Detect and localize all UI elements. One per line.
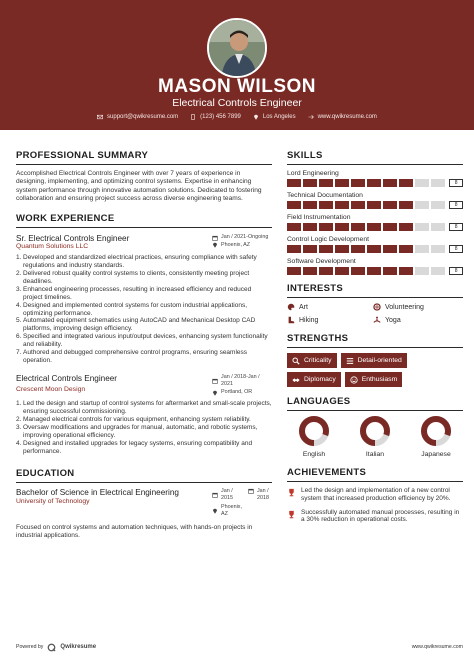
languages-list <box>287 416 463 458</box>
boot-icon <box>287 316 295 324</box>
job-dates: Jan / 2018-Jan / 2021 <box>221 373 260 388</box>
skill-segment <box>383 245 397 253</box>
language-donut <box>360 416 390 446</box>
profile-photo <box>207 18 267 78</box>
skill-segment <box>367 201 381 209</box>
strengths-heading: STRENGTHS <box>287 333 463 348</box>
skill-segment <box>383 267 397 275</box>
skill-segment <box>303 267 317 275</box>
job-title: Electrical Controls Engineer <box>16 373 118 383</box>
job-meta <box>212 374 272 397</box>
list-item: 3. Enhanced engineering processes, resulting in increased efficiency and reduced project timelines. <box>16 285 252 301</box>
location-item <box>253 114 296 120</box>
skills-list <box>287 170 463 275</box>
skill-segment <box>431 179 445 187</box>
education-entry <box>16 488 272 519</box>
language-label: English <box>302 451 326 458</box>
handshake-icon <box>292 376 300 384</box>
skill-segment <box>319 267 333 275</box>
lifebuoy-icon <box>373 303 381 311</box>
skill-level: 8 <box>449 223 463 231</box>
phone-item[interactable] <box>190 114 241 120</box>
education-description: Focused on control systems and automation techniques, with hands-on projects in industrial applications. <box>16 523 253 539</box>
education-date-from: Jan / 2015 <box>221 487 233 502</box>
website-item[interactable] <box>308 114 377 120</box>
skill-name: Technical Documentation <box>287 192 363 199</box>
job-location: Phoenix, AZ <box>221 241 251 248</box>
strength-badge: Diplomacy <box>287 372 341 387</box>
skill-name: Lord Engineering <box>287 170 339 177</box>
powered-by: Powered by Qwikresume <box>16 644 97 650</box>
email-item[interactable] <box>97 114 178 120</box>
skill-item <box>287 170 463 187</box>
skill-segment <box>287 223 301 231</box>
skill-segment <box>335 245 349 253</box>
trophy-icon <box>287 488 296 497</box>
education-location: Phoenix, AZ <box>221 503 242 518</box>
language-donut <box>299 416 329 446</box>
skill-segment <box>399 245 413 253</box>
skill-segment <box>415 223 429 231</box>
trophy-icon <box>287 510 296 519</box>
skill-segment <box>319 201 333 209</box>
summary-heading: PROFESSIONAL SUMMARY <box>16 150 272 165</box>
yoga-icon <box>373 316 381 324</box>
skill-segment <box>303 201 317 209</box>
skill-item <box>287 192 463 209</box>
calendar-icon <box>212 235 218 241</box>
company-name: Quantum Solutions LLC <box>16 243 89 251</box>
achievements-heading: ACHIEVEMENTS <box>287 467 463 482</box>
skill-bar <box>287 201 463 209</box>
language-item <box>289 416 339 458</box>
job-dates: Jan / 2021-Ongoing <box>221 234 269 241</box>
email-text: support@qwikresume.com <box>107 114 179 120</box>
skill-segment <box>399 267 413 275</box>
strength-badge: Detail-oriented <box>341 353 407 368</box>
left-column <box>16 150 272 540</box>
language-label: Italian <box>365 451 385 458</box>
interest-item: Yoga <box>373 316 459 324</box>
skill-segment <box>431 267 445 275</box>
strength-badge: Enthusiasm <box>345 372 403 387</box>
skill-level: 8 <box>449 201 463 209</box>
degree-title: Bachelor of Science in Electrical Engineering <box>16 487 179 497</box>
qwikresume-logo-icon <box>47 643 56 652</box>
resume-header <box>0 0 474 130</box>
skill-name: Software Development <box>287 258 356 265</box>
education-meta <box>212 488 272 519</box>
skill-segment <box>335 223 349 231</box>
skill-level: 8 <box>449 179 463 187</box>
right-column <box>287 150 463 530</box>
skill-segment <box>303 245 317 253</box>
skill-segment <box>399 201 413 209</box>
summary-text: Accomplished Electrical Controls Engineer with over 7 years of experience in designing, implementing, and optimizing control systems. Expertise in enhancing system performance through innovative automation solutions. Dedicated to fostering collaboration and ensuring project success across diverse engineering teams. <box>16 170 262 202</box>
skill-segment <box>335 201 349 209</box>
skill-bar <box>287 179 463 187</box>
interest-item: Hiking <box>287 316 373 324</box>
language-donut <box>421 416 451 446</box>
skill-level: 8 <box>449 267 463 275</box>
strengths-list <box>287 353 463 387</box>
skill-segment <box>415 245 429 253</box>
job-bullets <box>16 400 272 455</box>
skill-segment <box>415 201 429 209</box>
skill-segment <box>415 179 429 187</box>
language-label: Japanese <box>421 451 451 458</box>
achievement-item: Successfully automated manual processes, resulting in a 30% reduction in operational costs. <box>287 509 463 525</box>
candidate-title: Electrical Controls Engineer <box>172 97 302 109</box>
job-location: Portland, OR <box>221 388 253 395</box>
strength-badge: Criticality <box>287 353 337 368</box>
skill-segment <box>303 179 317 187</box>
skill-segment <box>351 179 365 187</box>
skill-segment <box>399 179 413 187</box>
skill-item <box>287 258 463 275</box>
skill-segment <box>431 201 445 209</box>
languages-heading: LANGUAGES <box>287 396 463 411</box>
skill-segment <box>367 245 381 253</box>
interests-heading: INTERESTS <box>287 283 463 298</box>
skill-segment <box>319 245 333 253</box>
list-item: 6. Specified and integrated various input/output devices, enhancing system functionality and reliability. <box>16 333 268 349</box>
footer <box>16 638 463 656</box>
list-item: 2. Delivered robust quality control systems to clients, consistently meeting project deadlines. <box>16 270 250 285</box>
skills-heading: SKILLS <box>287 150 463 165</box>
skill-segment <box>415 267 429 275</box>
footer-website[interactable]: www.qwikresume.com <box>411 644 463 650</box>
list-item: 7. Authored and debugged comprehensive control programs, ensuring seamless operation. <box>16 349 248 364</box>
skill-segment <box>431 245 445 253</box>
skill-segment <box>351 223 365 231</box>
skill-segment <box>287 201 301 209</box>
company-name: Crescent Moon Design <box>16 385 86 393</box>
skill-name: Control Logic Development <box>287 236 369 243</box>
calendar-icon <box>212 492 218 498</box>
skill-level: 8 <box>449 245 463 253</box>
link-icon <box>308 114 314 120</box>
skill-item <box>287 236 463 253</box>
location-pin-icon <box>212 390 218 396</box>
skill-name: Field Instrumentation <box>287 214 351 221</box>
list-item: 2. Managed electrical controls for various equipment, enhancing system reliability. <box>16 416 251 424</box>
list-item: 5. Automated equipment schematics using AutoCAD and Mechanical Desktop CAD platforms, improving design efficiency. <box>16 317 256 333</box>
smile-icon <box>350 376 358 384</box>
location-pin-icon <box>212 508 218 514</box>
skill-segment <box>431 223 445 231</box>
skill-segment <box>351 201 365 209</box>
location-pin-icon <box>253 114 259 120</box>
skill-segment <box>383 179 397 187</box>
list-item: 3. Oversaw modifications and upgrades for manual, automatic, and robotic systems, improving operational efficiency. <box>16 424 258 439</box>
skill-bar <box>287 223 463 231</box>
experience-heading: WORK EXPERIENCE <box>16 213 272 228</box>
skill-segment <box>287 179 301 187</box>
list-item: 1. Developed and standardized electrical practices, ensuring compliance with safety regulations and industry standards. <box>16 254 257 270</box>
skill-segment <box>287 245 301 253</box>
list-item: 4. Designed and installed upgrades for legacy systems, ensuring compatibility and performance. <box>16 439 253 455</box>
location-pin-icon <box>212 242 218 248</box>
interest-item: Art <box>287 303 373 311</box>
school-name: University of Technology <box>16 498 90 506</box>
job-title: Sr. Electrical Controls Engineer <box>16 234 130 244</box>
skill-segment <box>335 267 349 275</box>
job-meta <box>212 234 272 249</box>
skill-segment <box>367 267 381 275</box>
skill-segment <box>335 179 349 187</box>
calendar-icon <box>248 488 254 494</box>
list-item: 1. Led the design and startup of control systems for aftermarket and small-scale projects, ensuring successful commissioning. <box>16 400 272 416</box>
skill-segment <box>367 223 381 231</box>
mail-icon <box>97 114 103 120</box>
job-entry <box>16 234 272 365</box>
skill-bar <box>287 245 463 253</box>
skill-bar <box>287 267 463 275</box>
list-icon <box>346 357 354 365</box>
list-item: 4. Designed and implemented control systems for custom industrial applications, optimizing performance. <box>16 301 247 317</box>
skill-segment <box>351 267 365 275</box>
language-item <box>350 416 400 458</box>
search-icon <box>292 357 300 365</box>
skill-segment <box>303 223 317 231</box>
job-entry <box>16 374 272 456</box>
interest-item: Volunteering <box>373 303 459 311</box>
skill-segment <box>399 223 413 231</box>
candidate-name: MASON WILSON <box>158 76 316 97</box>
skill-segment <box>383 201 397 209</box>
job-bullets <box>16 254 272 365</box>
skill-segment <box>319 223 333 231</box>
achievement-item: Led the design and implementation of a new control system that increased production efficiency by 20%. <box>287 487 463 503</box>
phone-text: (123) 456 7899 <box>200 114 241 120</box>
location-text: Los Angeles <box>262 114 296 120</box>
skill-segment <box>367 179 381 187</box>
skill-segment <box>287 267 301 275</box>
skill-segment <box>351 245 365 253</box>
education-date-to: Jan / 2018 <box>256 487 269 502</box>
phone-icon <box>190 114 196 120</box>
contact-bar <box>0 114 474 120</box>
skill-segment <box>319 179 333 187</box>
brand-name: Qwikresume <box>60 644 97 650</box>
palette-icon <box>287 303 295 311</box>
language-item <box>411 416 461 458</box>
website-text: www.qwikresume.com <box>317 114 377 120</box>
education-heading: EDUCATION <box>16 468 272 483</box>
calendar-icon <box>212 378 218 384</box>
interests-list <box>287 303 463 324</box>
skill-item <box>287 214 463 231</box>
skill-segment <box>383 223 397 231</box>
